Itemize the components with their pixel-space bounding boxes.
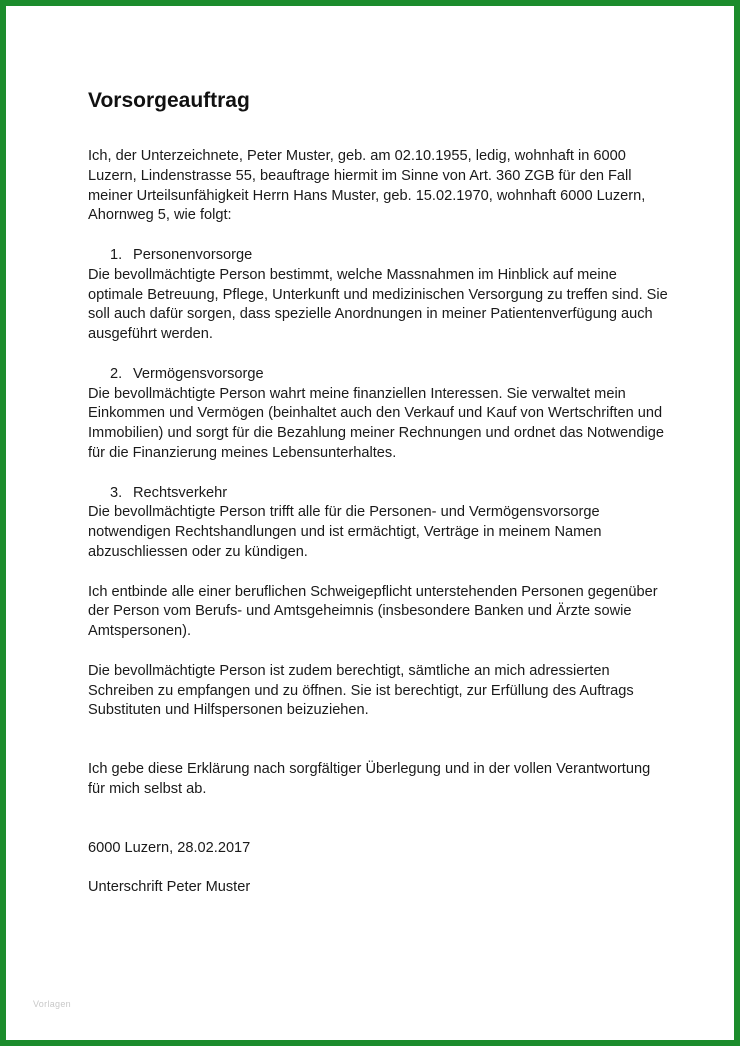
release-paragraph: Ich entbinde alle einer beruflichen Schweigepflicht unterstehenden Personen gegenüber der Person vom Berufs- und Amtsgeheimnis (insbesondere Banken und Ärzte sowie Amtspersonen).	[88, 583, 658, 640]
declaration-paragraph: Ich gebe diese Erklärung nach sorgfältiger Überlegung und in der vollen Verantwortung für mich selbst ab.	[88, 761, 651, 797]
section-number: 3.	[110, 484, 123, 501]
place-date: 6000 Luzern, 28.02.2017	[88, 839, 251, 856]
section-text: Die bevollmächtigte Person bestimmt, welche Massnahmen im Hinblick auf meine optimale Betreuung, Pflege, Unterkunft und medizinischen Versorgung zu treffen sind. Sie soll auch dafür sorgen, dass spezielle Anordnungen in meiner Patientenverfügung auch ausgeführt werden.	[88, 266, 668, 343]
authority-paragraph: Die bevollmächtigte Person ist zudem berechtigt, sämtliche an mich adressierten Schreiben zu empfangen und zu öffnen. Sie ist berechtigt, zur Erfüllung des Auftrags Substituten und Hilfspersonen beizuziehen.	[88, 662, 634, 719]
section-title: Vermögensvorsorge	[133, 365, 264, 382]
section-title: Personenvorsorge	[133, 246, 253, 263]
section-heading	[88, 365, 668, 385]
section-personenvorsorge	[88, 246, 668, 345]
section-heading	[88, 246, 668, 266]
section-title: Rechtsverkehr	[133, 484, 228, 501]
document-title: Vorsorgeauftrag	[88, 89, 250, 112]
section-number: 1.	[110, 246, 123, 263]
section-text: Die bevollmächtigte Person wahrt meine finanziellen Interessen. Sie verwaltet mein Einkommen und Vermögen (beinhaltet auch den Verkauf und Kauf von Wertschriften und Immobilien) und sorgt für die Bezahlung meiner Rechnungen und ordnet das Notwendige für die Finanzierung meines Lebensunterhaltes.	[88, 385, 664, 461]
section-rechtsverkehr	[88, 484, 668, 563]
section-number: 2.	[110, 365, 123, 382]
section-text: Die bevollmächtigte Person trifft alle für die Personen- und Vermögensvorsorge notwendigen Rechtshandlungen und ist ermächtigt, Verträge in meinem Namen abzuschliessen oder zu kündigen.	[88, 504, 602, 560]
watermark-text: Vorlagen	[33, 999, 71, 1009]
document-page	[88, 88, 668, 898]
signature-line: Unterschrift Peter Muster	[88, 879, 251, 896]
section-heading	[88, 484, 668, 504]
intro-paragraph: Ich, der Unterzeichnete, Peter Muster, geb. am 02.10.1955, ledig, wohnhaft in 6000 Luzern, Lindenstrasse 55, beauftrage hiermit im Sinne von Art. 360 ZGB für den Fall meiner Urteilsunfähigkeit Herrn Hans Muster, geb. 15.02.1970, wohnhaft 6000 Luzern, Ahornweg 5, wie folgt:	[88, 148, 646, 224]
section-vermoegensvorsorge	[88, 365, 668, 464]
